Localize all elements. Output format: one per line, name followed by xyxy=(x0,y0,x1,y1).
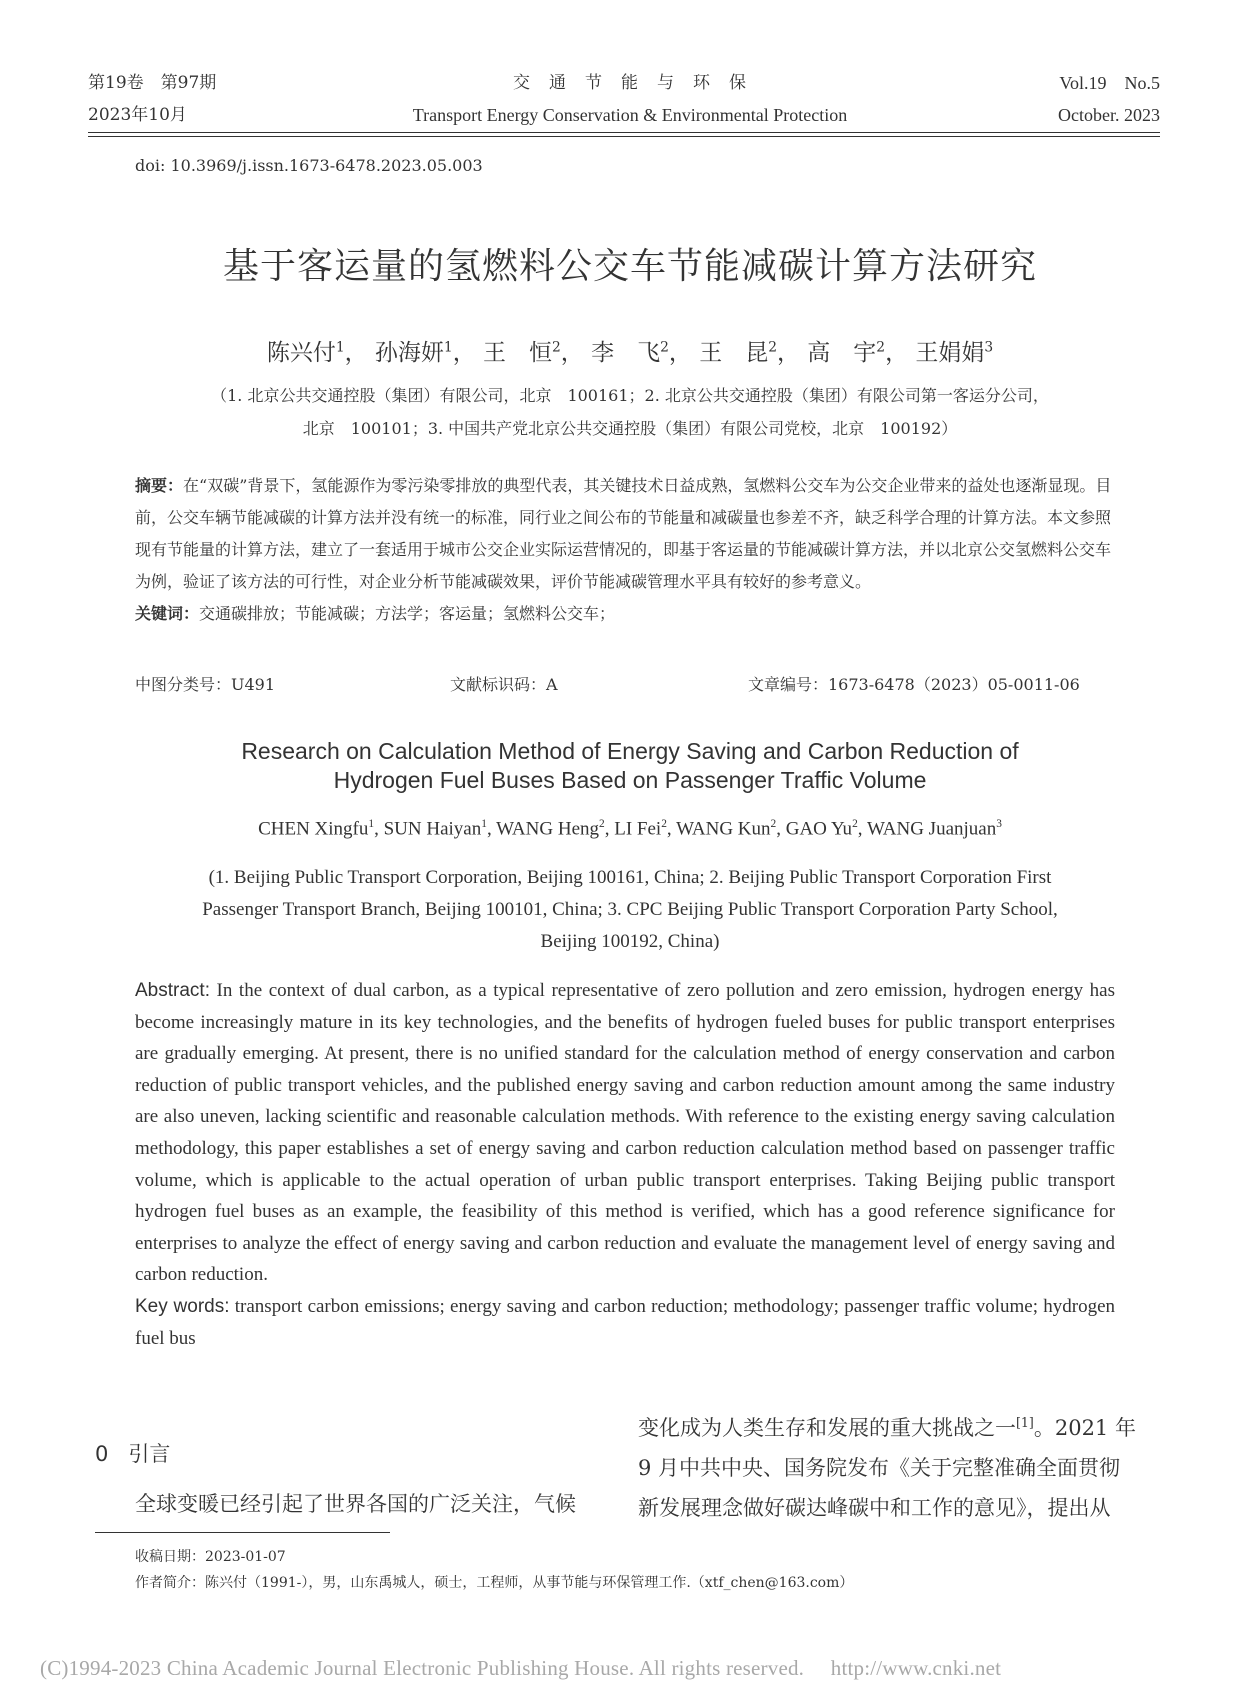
body-left-column: 全球变暖已经引起了世界各国的广泛关注，气候 xyxy=(135,1492,576,1516)
author-name: 李 飞 xyxy=(591,340,661,366)
copyright-watermark: (C)1994-2023 China Academic Journal Electronic Publishing House. All rights reserved. http://www.cnki.net xyxy=(40,1656,1002,1680)
citation-ref: [1] xyxy=(1016,1415,1034,1430)
header-journal-cn: 交 通 节 能 与 环 保 xyxy=(513,73,747,93)
header-journal-en: Transport Energy Conservation & Environmental Protection xyxy=(412,105,848,125)
header-date-en: October. 2023 xyxy=(1058,105,1160,125)
affiliation-en-line3: Beijing 100192, China) xyxy=(540,931,720,952)
author-aff: 3 xyxy=(984,339,994,356)
body-right-line1 xyxy=(638,1403,1136,1448)
body-text: 变化成为人类生存和发展的重大挑战之一 xyxy=(638,1416,1016,1440)
author-aff: 2 xyxy=(876,339,886,356)
paper-title-en-line2: Hydrogen Fuel Buses Based on Passenger Traffic Volume xyxy=(333,767,927,793)
keywords-en-text: transport carbon emissions; energy saving and carbon reduction; methodology; passenger traffic volume; hydrogen fuel bus xyxy=(135,1295,1116,1349)
section-number: 0 xyxy=(95,1442,109,1466)
author-name: 陈兴付 xyxy=(266,340,336,366)
clc-number: 中图分类号：U491 xyxy=(135,675,276,694)
author-name: SUN Haiyan xyxy=(383,818,482,840)
header-vol-issue-en: Vol.19 No.5 xyxy=(1059,73,1160,93)
abstract-en-label: Abstract: xyxy=(135,980,210,1001)
abstract-en-text: In the context of dual carbon, as a typical representative of zero pollution and zero emission, hydrogen energy has become increasingly mature in its key technologies, and the benefits of hydrogen fueled buses for public transport enterprises are gradually emerging. At present, there is no unified standard for the calculation method of energy conservation and carbon reduction of public transport vehicles, and the published energy saving and carbon reduction amount among the same industry are also uneven, lacking scientific and reasonable calculation methods. With reference to the existing energy saving calculation methodology, this paper establishes a set of energy saving and carbon reduction calculation method based on passenger traffic volume, which is applicable to the actual operation of urban public transport enterprises. Taking Beijing public transport hydrogen fuel buses as an example, the feasibility of this method is verified, which has a good reference significance for enterprises to analyze the effect of energy saving and carbon reduction and evaluate the management level of energy saving and carbon reduction. xyxy=(135,980,1116,1286)
author-aff: 2 xyxy=(660,339,669,356)
doi: doi: 10.3969/j.issn.1673-6478.2023.05.003 xyxy=(135,156,483,175)
article-number: 文章编号：1673-6478（2023）05-0011-06 xyxy=(748,675,1080,694)
author-aff: 2 xyxy=(770,818,777,830)
author-name: 高 宇 xyxy=(807,340,877,366)
section-heading xyxy=(95,1438,170,1468)
author-name: 孙海妍 xyxy=(374,340,444,366)
paper-title-cn: 基于客运量的氢燃料公交车节能减碳计算方法研究 xyxy=(222,246,1037,287)
footnote-rule xyxy=(95,1532,390,1533)
abstract-cn xyxy=(135,470,1115,630)
author-aff: 1 xyxy=(481,818,487,830)
body-right-line3: 新发展理念做好碳达峰碳中和工作的意见》，提出从 xyxy=(638,1496,1111,1520)
affiliation-en-line2: Passenger Transport Branch, Beijing 100101, China; 3. CPC Beijing Public Transport Corporation Party School, xyxy=(202,899,1058,920)
author-aff: 2 xyxy=(852,818,858,830)
affiliation-cn-line1: （1. 北京公共交通控股（集团）有限公司，北京 100161；2. 北京公共交通控股（集团）有限公司第一客运分公司， xyxy=(211,386,1049,405)
author-aff: 1 xyxy=(443,339,453,356)
author-aff: 1 xyxy=(335,339,345,356)
body-right-line2: 9 月中共中央、国务院发布《关于完整准确全面贯彻 xyxy=(638,1456,1121,1480)
author-aff: 2 xyxy=(768,339,777,356)
author-aff: 2 xyxy=(599,818,605,830)
affiliation-cn-line2: 北京 100101；3. 中国共产党北京公共交通控股（集团）有限公司党校，北京 100192） xyxy=(302,419,958,438)
author-aff: 1 xyxy=(368,818,375,830)
body-text: 。2021 年 xyxy=(1033,1416,1136,1440)
header-rule-thin xyxy=(88,136,1160,137)
author-name: CHEN Xingfu xyxy=(258,818,369,840)
author-aff: 2 xyxy=(552,339,561,356)
author-name: LI Fei xyxy=(614,818,662,840)
author-list-en: CHEN Xingfu$^1$, SUN Haiyan$^1$, WANG Heng$^2$, LI Fei$^2$, WANG Kun$^2$, GAO Yu$^2$, WANG Juanjuan$^3$ xyxy=(258,818,1002,840)
author-list-cn: 陈兴付$^1$， 孙海妍$^1$， 王 恒$^2$， 李 飞$^2$， 王 昆$^2$， 高 宇$^2$， 王娟娟$^3$ xyxy=(266,339,994,366)
affiliation-en xyxy=(0,862,1260,958)
author-name: WANG Heng xyxy=(496,818,600,840)
footnote-received: 收稿日期：2023-01-07 xyxy=(135,1549,286,1565)
abstract-en xyxy=(135,975,1115,1354)
abstract-cn-text: 在“双碳”背景下，氢能源作为零污染零排放的典型代表，其关键技术日益成熟，氢燃料公交车为公交企业带来的益处也逐渐显现。目前，公交车辆节能减碳的计算方法并没有统一的标准，同行业之间公布的节能量和减碳量也参差不齐，缺乏科学合理的计算方法。本文参照现有节能量的计算方法，建立了一套适用于城市公交企业实际运营情况的，即基于客运量的节能减碳计算方法，并以北京公交氢燃料公交车为例，验证了该方法的可行性，对企业分析节能减碳效果，评价节能减碳管理水平具有较好的参考意义。 xyxy=(135,476,1112,591)
paper-title-en-line1: Research on Calculation Method of Energy Saving and Carbon Reduction of xyxy=(241,738,1019,764)
affiliation-en-line1: (1. Beijing Public Transport Corporation, Beijing 100161, China; 2. Beijing Public Transport Corporation First xyxy=(208,867,1052,888)
keywords-cn-text: 交通碳排放；节能减碳；方法学；客运量；氢燃料公交车； xyxy=(199,604,616,623)
author-name: GAO Yu xyxy=(785,818,853,840)
header-vol-issue-cn: 第19卷 第97期 xyxy=(88,73,217,93)
header-rule xyxy=(88,132,1160,133)
author-name: 王 昆 xyxy=(699,340,769,366)
header-date-cn: 2023年10月 xyxy=(88,105,187,125)
author-name: WANG Kun xyxy=(676,818,771,840)
document-code: 文献标识码：A xyxy=(450,675,558,694)
keywords-cn-label: 关键词： xyxy=(135,604,200,623)
section-title: 引言 xyxy=(128,1442,171,1466)
author-aff: 2 xyxy=(661,818,667,830)
author-name: 王 恒 xyxy=(483,340,553,366)
author-name: 王娟娟 xyxy=(915,340,985,366)
body-right-column xyxy=(638,1403,1136,1528)
abstract-cn-label: 摘要： xyxy=(135,476,184,495)
author-aff: 3 xyxy=(996,818,1002,830)
paper-title-en xyxy=(0,737,1260,795)
keywords-en-label: Key words: xyxy=(135,1295,230,1317)
footnote-author-bio: 作者简介：陈兴付（1991-），男，山东禹城人，硕士，工程师，从事节能与环保管理工作.（xtf_chen@163.com） xyxy=(135,1575,854,1591)
author-name: WANG Juanjuan xyxy=(866,818,997,840)
